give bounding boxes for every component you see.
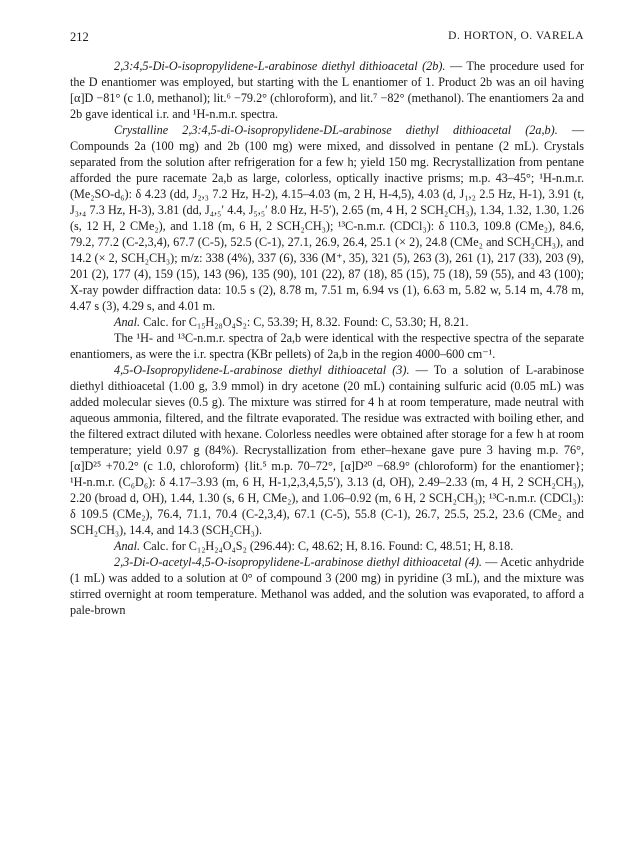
- heading-anal-3: Anal.: [114, 539, 141, 553]
- paragraph-anal-2ab: [70, 314, 584, 330]
- page-header: [70, 30, 584, 50]
- page-number: 212: [70, 30, 89, 44]
- paragraph-2b: [70, 58, 584, 122]
- paragraph-2ab: [70, 122, 584, 314]
- paragraph-4: [70, 554, 584, 618]
- text-anal-3: Calc. for C₁₂H₂₄O₄S₂ (296.44): C, 48.62; H, 8.16. Found: C, 48.51; H, 8.18.: [140, 539, 514, 553]
- heading-4: 2,3-Di-O-acetyl-4,5-O-isopropylidene-L-arabinose diethyl dithioacetal (4).: [114, 555, 482, 569]
- text-2ab: — Compounds 2a (100 mg) and 2b (100 mg) were mixed, and dissolved in pentane (2 mL). Crystals separated from the solution after refrigeration for a few h; yield 150 mg. Recrystallization from pentane afforded the pure racemate 2a,b as large, colorless, optically inactive prisms; m.p. 43–45°; ¹H-n.m.r. (Me₂SO-d₆): δ 4.23 (dd, J₂,₃ 7.2 Hz, H-2), 4.15–4.03 (m, 2 H, H-4,5), 4.03 (d, J₁,₂ 2.5 Hz, H-1), 3.91 (t, J₃,₄ 7.3 Hz, H-3), 3.81 (dd, J₄,₅′ 4.4, J₅,₅′ 8.0 Hz, H-5′), 2.65 (m, 4 H, 2 SCH₂CH₃), 1.34, 1.32, 1.30, 1.26 (s, 12 H, 2 CMe₂), and 1.18 (m, 6 H, 2 SCH₂CH₃); ¹³C-n.m.r. (CDCl₃): δ 110.3, 109.8 (CMe₂), 84.6, 79.2, 77.2 (C-2,3,4), 67.7 (C-5), 52.5 (C-1), 27.1, 26.9, 26.4, 25.1 (× 2), 24.8 (CMe₂ and SCH₂CH₃), and 14.2 (× 2, SCH₂CH₃); m/z: 338 (4%), 337 (6), 336 (M⁺, 35), 321 (5), 263 (3), 261 (1), 217 (33), 203 (9), 201 (2), 177 (4), 159 (15), 143 (96), 135 (90), 101 (22), 87 (18), 85 (15), 75 (18), 59 (55), and 43 (100); X-ray powder diffraction data: 10.5 s (2), 8.78 m, 7.51 m, 6.94 vs (1), 6.63 m, 5.82 w, 5.14 m, 4.78 m, 4.47 s (3), 4.29 s, and 4.01 m.: [70, 123, 585, 313]
- text-3: — To a solution of L-arabinose diethyl dithioacetal (1.00 g, 3.9 mmol) in dry acetone (20 mL) containing sulfuric acid (0.05 mL) was added molecular sieves (0.5 g). The mixture was stirred for 4 h at room temperature, made neutral with aqueous ammonia, filtered, and the filtrate evaporated. The residue was extracted with boiling ether, and the filtered extract diluted with hexane. Colorless needles were obtained after storage for a few h at room temperature; yield 0.97 g (84%). Recrystallization from ether–hexane gave pure 3 having m.p. 76°, [α]D²⁵ +70.2° (c 1.0, chloroform) {lit.⁵ m.p. 70–72°, [α]D²⁰ −68.9° (chloroform) for the enantiomer}; ¹H-n.m.r. (C₆D₆): δ 4.17–3.93 (m, 6 H, H-1,2,3,4,5,5′), 3.13 (d, OH), 2.49–2.33 (m, 4 H, 2 SCH₂CH₃), 2.20 (broad d, OH), 1.44, 1.30 (s, 6 H, CMe₂), and 1.06–0.92 (m, 6 H, 2 SCH₂CH₃); ¹³C-n.m.r. (CDCl₃): δ 109.5 (CMe₂), 76.4, 71.1, 70.4 (C-2,3,4), 67.1 (C-5), 55.8 (C-1), 26.7, 25.5, 25.2, 23.6 (CMe₂ and SCH₂CH₃), 14.4, and 14.3 (SCH₂CH₃).: [70, 363, 584, 537]
- heading-3: 4,5-O-Isopropylidene-L-arabinose diethyl dithioacetal (3).: [114, 363, 410, 377]
- paragraph-3: [70, 362, 584, 538]
- heading-2b: 2,3:4,5-Di-O-isopropylidene-L-arabinose diethyl dithioacetal (2b).: [114, 59, 446, 73]
- body-text: [70, 58, 584, 618]
- text-anal-2ab: Calc. for C₁₅H₂₈O₄S₂: C, 53.39; H, 8.32. Found: C, 53.30; H, 8.21.: [140, 315, 469, 329]
- text-2b: — The procedure used for the D enantiomer was employed, but starting with the L enantiomer of 1. Product 2b was an oil having [α]D −81° (c 1.0, methanol); lit.⁶ −79.2° (chloroform), and lit.⁷ −82° (methanol). The enantiomers 2a and 2b gave identical i.r. and ¹H-n.m.r. spectra.: [70, 59, 584, 121]
- paragraph-anal-3: [70, 538, 584, 554]
- text-4: — Acetic anhydride (1 mL) was added to a solution at 0° of compound 3 (200 mg) in pyridine (3 mL), and the mixture was stirred overnight at room temperature. Methanol was added, and the solution was evaporated, to afford a pale-brown: [70, 555, 584, 617]
- heading-2ab: Crystalline 2,3:4,5-di-O-isopropylidene-DL-arabinose diethyl dithioacetal (2a,b).: [114, 123, 558, 137]
- running-head: D. HORTON, O. VARELA: [448, 30, 584, 42]
- heading-anal-2ab: Anal.: [114, 315, 141, 329]
- text-spectra-note: The ¹H- and ¹³C-n.m.r. spectra of 2a,b were identical with the respective spectra of the separate enantiomers, as were the i.r. spectra (KBr pellets) of 2a,b in the region 4000–600 cm⁻¹.: [70, 331, 584, 361]
- paragraph-spectra-note: [70, 330, 584, 362]
